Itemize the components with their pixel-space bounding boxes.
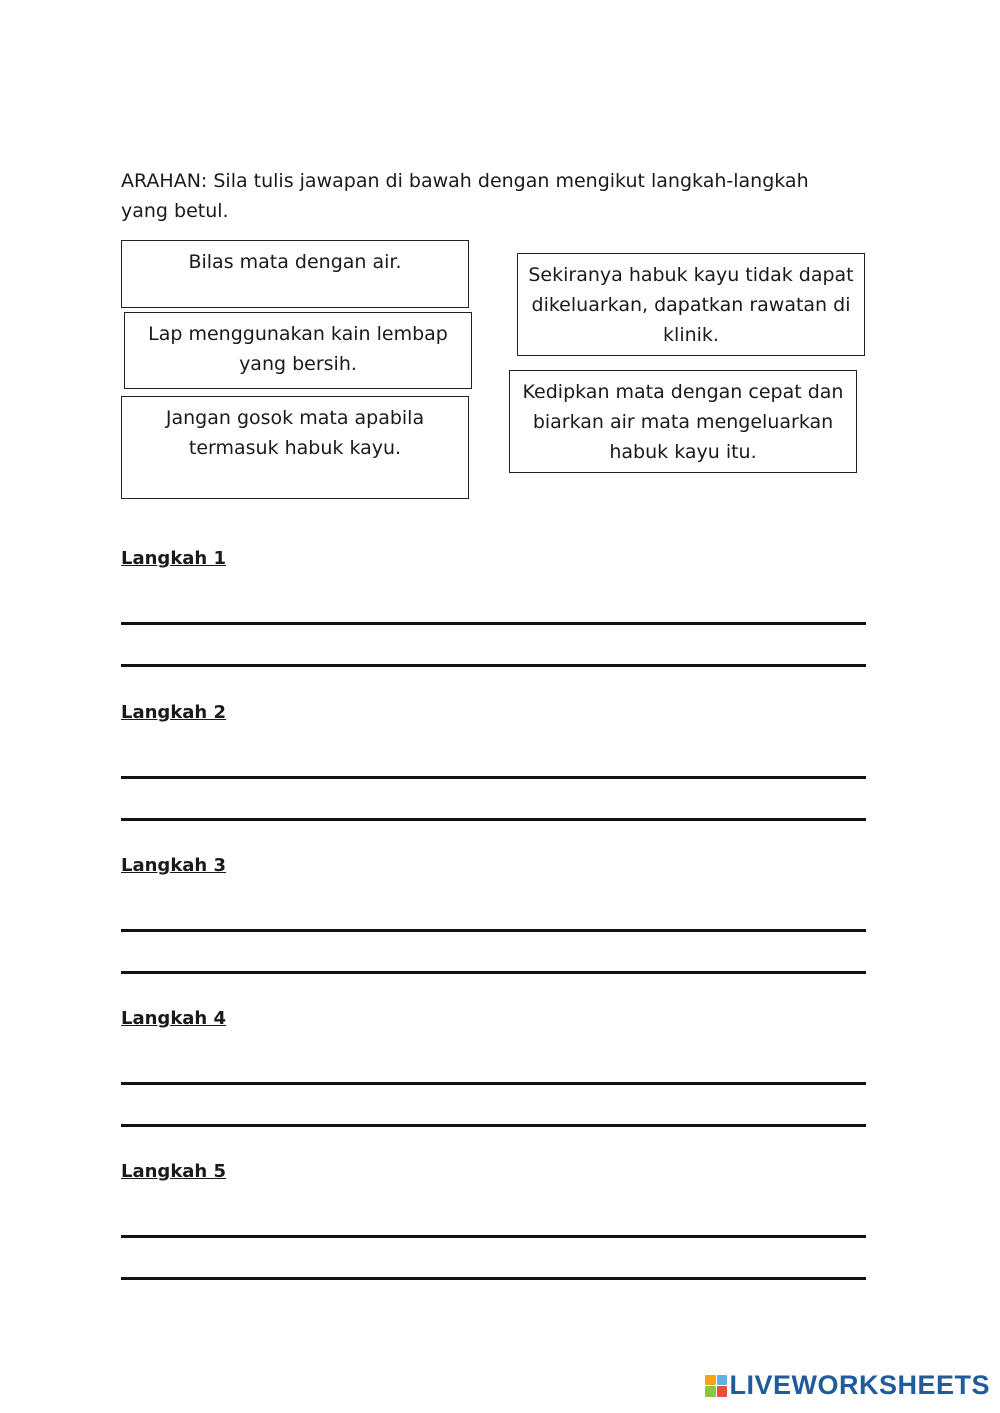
step-5-label: Langkah 5 [121,1161,227,1182]
step-5-answer-line-1[interactable] [121,1235,866,1238]
logo-cell [717,1386,728,1397]
step-4-answer-line-2[interactable] [121,1124,866,1127]
step-3-answer-line-2[interactable] [121,971,866,974]
step-3-answer-line-1[interactable] [121,929,866,932]
logo-cell [705,1386,716,1397]
step-1-answer-line-1[interactable] [121,622,866,625]
logo-cell [717,1375,728,1386]
step-2-label: Langkah 2 [121,702,227,723]
step-5-answer-line-2[interactable] [121,1277,866,1280]
option-box-do-not-rub: Jangan gosok mata apabila termasuk habuk kayu. [121,396,469,499]
liveworksheets-logo-icon [705,1375,727,1397]
logo-cell [705,1375,716,1386]
step-2-answer-line-2[interactable] [121,818,866,821]
step-2-answer-line-1[interactable] [121,776,866,779]
step-1-label: Langkah 1 [121,548,227,569]
option-box-rinse-eye: Bilas mata dengan air. [121,240,469,308]
liveworksheets-wordmark: LIVEWORKSHEETS [729,1370,990,1400]
option-box-blink: Kedipkan mata dengan cepat dan biarkan air mata mengeluarkan habuk kayu itu. [509,370,857,473]
step-3-label: Langkah 3 [121,855,227,876]
instruction-text: ARAHAN: Sila tulis jawapan di bawah dengan mengikut langkah-langkah yang betul. [121,170,809,222]
step-4-answer-line-1[interactable] [121,1082,866,1085]
step-4-label: Langkah 4 [121,1008,227,1029]
option-box-wipe-cloth: Lap menggunakan kain lembap yang bersih. [124,312,472,389]
option-box-clinic: Sekiranya habuk kayu tidak dapat dikeluarkan, dapatkan rawatan di klinik. [517,253,865,356]
liveworksheets-brand [705,1370,990,1401]
step-1-answer-line-2[interactable] [121,664,866,667]
